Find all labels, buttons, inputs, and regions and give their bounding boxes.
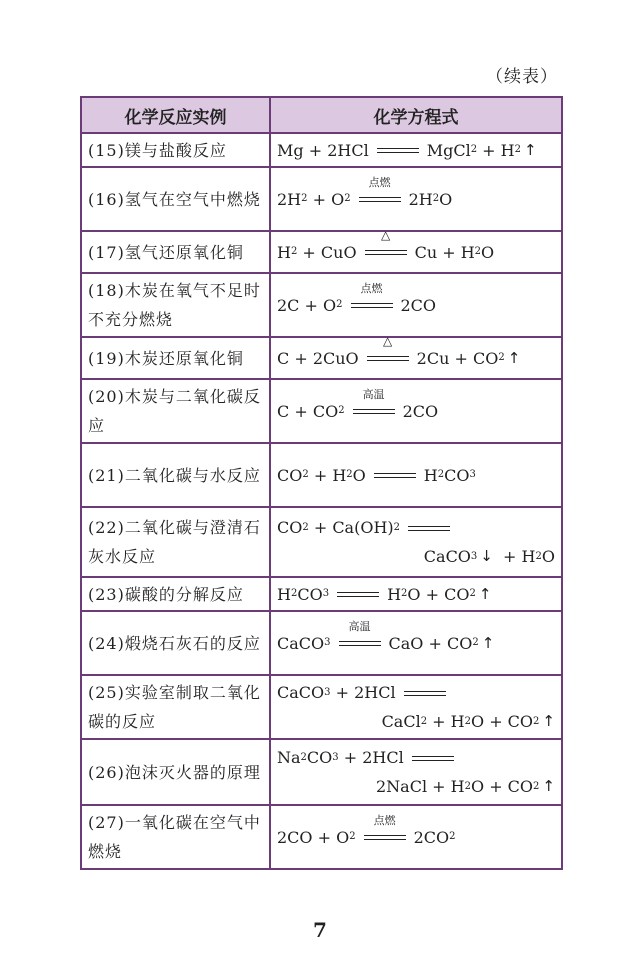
equation-text: H bbox=[387, 584, 402, 604]
reaction-condition: △ bbox=[383, 334, 393, 348]
table-row bbox=[81, 167, 562, 231]
equation-text: O bbox=[541, 547, 555, 566]
equation-text: CaCO bbox=[423, 547, 471, 566]
equals-sign bbox=[337, 620, 383, 653]
table-row bbox=[81, 273, 562, 337]
equation-line: CaCO 3 + 2HCl bbox=[277, 678, 555, 707]
gas-arrow-icon: ↑ bbox=[542, 777, 555, 795]
chemical-equation bbox=[270, 167, 562, 231]
table-row bbox=[81, 577, 562, 611]
gas-arrow-icon: ↑ bbox=[507, 348, 521, 367]
table-row bbox=[81, 611, 562, 675]
table-row bbox=[81, 337, 562, 379]
table-row bbox=[81, 231, 562, 273]
table-row bbox=[81, 675, 562, 739]
chemical-equation bbox=[270, 739, 562, 805]
equation-text: + CuO bbox=[297, 242, 357, 262]
reaction-example: (16)氢气在空气中燃烧 bbox=[81, 167, 270, 231]
chemical-equation bbox=[270, 675, 562, 739]
equation-text: O + CO bbox=[470, 777, 534, 796]
equation-table bbox=[80, 96, 563, 870]
equation-text: + H bbox=[427, 712, 465, 731]
chemical-equation bbox=[270, 443, 562, 507]
equation-text: O + CO bbox=[407, 584, 470, 604]
equation-text: CaCO bbox=[277, 683, 325, 702]
equation-text: Na bbox=[277, 748, 301, 767]
equation-text: H bbox=[423, 465, 438, 485]
table-header-row bbox=[81, 97, 562, 133]
table-row bbox=[81, 379, 562, 443]
equation-text: 2CO bbox=[413, 827, 450, 847]
reaction-example: (27)一氧化碳在空气中燃烧 bbox=[81, 805, 270, 869]
equation-text: CaCl bbox=[381, 712, 421, 731]
equation-text: 2C + O bbox=[277, 295, 337, 315]
header-example: 化学反应实例 bbox=[81, 97, 270, 133]
equals-sign bbox=[406, 518, 452, 538]
chemical-equation bbox=[270, 507, 562, 577]
table-row bbox=[81, 133, 562, 167]
reaction-condition: △ bbox=[380, 228, 391, 242]
gas-arrow-icon: ↑ bbox=[478, 584, 492, 603]
equation-line: CaCO 3 高温 CaO + CO 2 ↑ bbox=[277, 629, 555, 658]
equation-text: CaCO bbox=[277, 633, 325, 653]
precipitate-arrow-icon: ↓ bbox=[480, 547, 493, 565]
equation-text: + H bbox=[492, 547, 536, 566]
equals-sign bbox=[335, 584, 381, 604]
reaction-example: (26)泡沫灭火器的原理 bbox=[81, 739, 270, 805]
equation-line: CaCO 3 ↓ + H 2 O bbox=[277, 542, 555, 571]
page-number: 7 bbox=[313, 918, 327, 942]
equation-line: 2CO + O 2 点燃 2CO 2 bbox=[277, 823, 555, 852]
equation-line: H 2 CO 3 H 2 O + CO 2 ↑ bbox=[277, 580, 555, 609]
equation-text: C + CO bbox=[277, 401, 339, 421]
chemical-equation bbox=[270, 805, 562, 869]
equation-text: + Ca(OH) bbox=[308, 518, 394, 537]
continued-note: （续表） bbox=[486, 67, 558, 87]
reaction-example: (18)木炭在氧气不足时不充分燃烧 bbox=[81, 273, 270, 337]
chemical-equation bbox=[270, 133, 562, 167]
equation-text: O bbox=[439, 189, 453, 209]
equation-line: C + 2CuO △ 2Cu + CO 2 ↑ bbox=[277, 344, 555, 373]
equation-line: Mg + 2HCl MgCl 2 + H 2 ↑ bbox=[277, 136, 555, 165]
equation-text: + 2HCl bbox=[330, 683, 396, 702]
equation-text: 2H bbox=[408, 189, 433, 209]
table-row bbox=[81, 739, 562, 805]
equation-text: Mg + 2HCl bbox=[277, 140, 369, 160]
equation-text: H bbox=[277, 242, 291, 262]
equation-line: C + CO 2 高温 2CO bbox=[277, 397, 555, 426]
table-row bbox=[81, 507, 562, 577]
reaction-condition: 点燃 bbox=[368, 176, 391, 189]
equals-sign bbox=[365, 334, 411, 368]
equation-text: O + CO bbox=[470, 712, 534, 731]
equation-text: Cu + H bbox=[414, 242, 475, 262]
equation-text: H bbox=[277, 584, 291, 604]
equation-text: MgCl bbox=[426, 140, 471, 160]
reaction-example: (20)木炭与二氧化碳反应 bbox=[81, 379, 270, 443]
reaction-condition: 点燃 bbox=[360, 282, 383, 295]
table-row bbox=[81, 443, 562, 507]
equation-text: CO bbox=[297, 584, 323, 604]
chemical-equation bbox=[270, 577, 562, 611]
equation-text: + 2HCl bbox=[338, 748, 404, 767]
reaction-example: (23)碳酸的分解反应 bbox=[81, 577, 270, 611]
equation-text: 2H bbox=[277, 189, 302, 209]
equation-text: CaO + CO bbox=[388, 633, 473, 653]
equals-sign bbox=[363, 228, 409, 262]
chemical-equation bbox=[270, 334, 562, 379]
equation-text: 2NaCl + H bbox=[376, 777, 465, 796]
equals-sign bbox=[362, 814, 408, 847]
reaction-example: (25)实验室制取二氧化碳的反应 bbox=[81, 675, 270, 739]
chemical-equation bbox=[270, 611, 562, 675]
equation-text: CO bbox=[277, 518, 303, 537]
reaction-example: (19)木炭还原氧化铜 bbox=[81, 337, 270, 379]
equation-text: O bbox=[481, 242, 495, 262]
chemical-equation bbox=[270, 228, 562, 273]
chemical-equation bbox=[270, 379, 562, 443]
gas-arrow-icon: ↑ bbox=[542, 712, 555, 730]
header-equation: 化学方程式 bbox=[270, 97, 562, 133]
equation-line: H 2 + CuO △ Cu + H 2 O bbox=[277, 238, 555, 267]
equation-text: O bbox=[352, 465, 366, 485]
gas-arrow-icon: ↑ bbox=[523, 140, 537, 159]
reaction-example: (17)氢气还原氧化铜 bbox=[81, 231, 270, 273]
reaction-example: (24)煅烧石灰石的反应 bbox=[81, 611, 270, 675]
equation-text: CO bbox=[306, 748, 333, 767]
equals-sign bbox=[402, 683, 448, 703]
chemical-equation bbox=[270, 273, 562, 337]
equation-text: + H bbox=[477, 140, 515, 160]
equation-text: C + 2CuO bbox=[277, 348, 359, 368]
table-row bbox=[81, 805, 562, 869]
equation-line: Na 2 CO 3 + 2HCl bbox=[277, 743, 555, 772]
reaction-example: (15)镁与盐酸反应 bbox=[81, 133, 270, 167]
equation-line: 2C + O 2 点燃 2CO bbox=[277, 291, 555, 320]
equation-text: 2CO bbox=[400, 295, 437, 315]
equation-text: 2CO + O bbox=[277, 827, 350, 847]
equation-text: + O bbox=[307, 189, 345, 209]
equals-sign bbox=[375, 140, 421, 160]
reaction-condition: 高温 bbox=[362, 388, 385, 401]
equals-sign bbox=[410, 748, 456, 768]
equation-text: CO bbox=[277, 465, 303, 485]
equation-line: CO 2 + Ca(OH) 2 bbox=[277, 513, 555, 542]
equation-line: 2NaCl + H 2 O + CO 2 ↑ bbox=[277, 772, 555, 801]
equals-sign bbox=[351, 388, 397, 421]
equals-sign bbox=[349, 282, 395, 315]
equation-text: 2CO bbox=[402, 401, 439, 421]
equation-line: CaCl 2 + H 2 O + CO 2 ↑ bbox=[277, 707, 555, 736]
reaction-condition: 点燃 bbox=[373, 814, 396, 827]
equation-line: 2H 2 + O 2 点燃 2H 2 O bbox=[277, 185, 555, 214]
equals-sign bbox=[372, 465, 418, 485]
reaction-condition: 高温 bbox=[348, 620, 371, 633]
equation-line: CO 2 + H 2 O H 2 CO 3 bbox=[277, 461, 555, 490]
equation-text: 2Cu + CO bbox=[416, 348, 499, 368]
reaction-example: (21)二氧化碳与水反应 bbox=[81, 443, 270, 507]
gas-arrow-icon: ↑ bbox=[481, 633, 495, 652]
equation-text: CO bbox=[444, 465, 470, 485]
reaction-example: (22)二氧化碳与澄清石灰水反应 bbox=[81, 507, 270, 577]
equation-text: + H bbox=[308, 465, 347, 485]
equals-sign bbox=[357, 176, 403, 209]
